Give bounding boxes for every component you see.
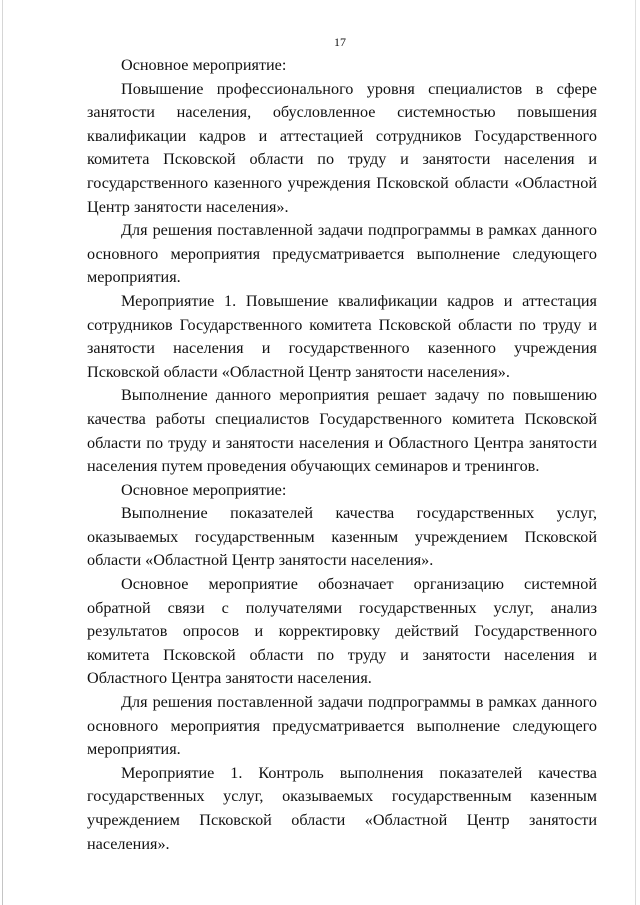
body-paragraph: Мероприятие 1. Контроль выполнения показателей качества государственных услуг, оказываемых государственным казенным учреждением Псковской области «Областной Центр занятости населения». xyxy=(87,763,597,853)
body-paragraph: Мероприятие 1. Повышение квалификации кадров и аттестация сотрудников Государственного комитета Псковской области по труду и занятости населения и государственного казенного учреждения Псковской области «Областной Центр занятости населения». xyxy=(87,291,597,381)
body-paragraph: Основное мероприятие обозначает организацию системной обратной связи с получателями государственных услуг, анализ результатов опросов и корректировку действий Государственного комитета Псковской области по труду и занятости населения и Областного Центра занятости населения. xyxy=(87,575,597,688)
body-paragraph: Для решения поставленной задачи подпрограммы в рамках данного основного мероприятия предусматривается выполнение следующего мероприятия. xyxy=(87,221,597,287)
page-number: 17 xyxy=(334,35,346,49)
body-paragraph: Повышение профессионального уровня специалистов в сфере занятости населения, обусловленное системностью повышения квалификации кадров и аттестацией сотрудников Государственного комитета Псковской области по труду и занятости населения и государственного казенного учреждения Псковской области «Областной Центр занятости населения». xyxy=(87,79,597,216)
body-paragraph: Выполнение показателей качества государственных услуг, оказываемых государственным казенным учреждением Псковской области «Областной Центр занятости населения». xyxy=(87,504,597,570)
body-paragraph: Выполнение данного мероприятия решает задачу по повышению качества работы специалистов Государственного комитета Псковской области по труду и занятости населения и Областного Центра занятости населения путем проведения обучающих семинаров и тренингов. xyxy=(87,386,597,476)
body-paragraph: Для решения поставленной задачи подпрограммы в рамках данного основного мероприятия предусматривается выполнение следующего мероприятия. xyxy=(87,693,597,759)
section-heading: Основное мероприятие: xyxy=(121,480,287,499)
section-heading: Основное мероприятие: xyxy=(121,56,287,74)
scan-edge-left xyxy=(2,0,3,905)
scan-edge-right xyxy=(635,0,636,905)
document-body xyxy=(87,54,597,856)
